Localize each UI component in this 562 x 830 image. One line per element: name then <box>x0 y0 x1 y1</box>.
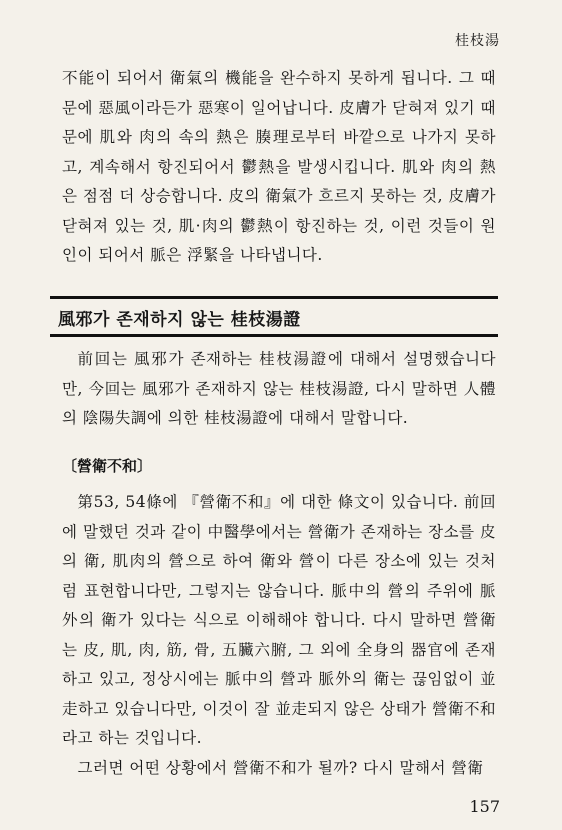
running-header: 桂枝湯 <box>455 33 500 49</box>
page-number: 157 <box>469 797 500 816</box>
subheading: 〔營衛不和〕 <box>62 457 153 475</box>
paragraph-4: 그러면 어떤 상황에서 營衛不和가 될까? 다시 말해서 營衛 <box>77 758 484 777</box>
paragraph-3: 第53, 54條에 『營衛不和』에 대한 條文이 있습니다. 前回에 말했던 것과 같이 中醫學에서는 營衛가 존재하는 장소를 皮의 衛, 肌肉의 營으로 하여 衛와 營이 다른 장소에 있는 것처럼 표현합니다만, 그렇지는 않습니다. 脈中의 營의 주위에 脈外의 衛가 있다는 식으로 이해해야 합니다. 다시 말하면 營衛는 皮, 肌, 肉, 筋, 骨, 五臟六腑, 그 외에 全身의 器官에 존재하고 있고, 정상시에는 脈中의 營과 脈外의 衛는 끊임없이 並走하고 있습니다만, 이것이 잘 並走되지 않은 상태가 營衛不和라고 하는 것입니다. <box>62 493 496 747</box>
section-intro <box>62 345 496 434</box>
paragraph-continuation <box>62 64 496 271</box>
paragraph-2: 前回는 風邪가 존재하는 桂枝湯證에 대해서 설명했습니다만, 今回는 風邪가 존재하지 않는 桂枝湯證, 다시 말하면 人體의 陰陽失調에 의한 桂枝湯證에 대해서 말합니다. <box>62 350 496 427</box>
section-heading: 風邪가 존재하지 않는 桂枝湯證 <box>50 296 498 337</box>
paragraph-1: 不能이 되어서 衛氣의 機能을 완수하지 못하게 됩니다. 그 때문에 惡風이라든가 惡寒이 일어납니다. 皮膚가 닫혀져 있기 때문에 肌와 肉의 속의 熱은 腠理로부터 바깥으로 나가지 못하고, 계속해서 항진되어서 鬱熱을 발생시킵니다. 肌와 肉의 熱은 점점 더 상승합니다. 皮의 衛氣가 흐르지 못하는 것, 皮膚가 닫혀져 있는 것, 肌·肉의 鬱熱이 항진하는 것, 이런 것들이 원인이 되어서 脈은 浮緊을 나타냅니다. <box>62 69 496 264</box>
section-body <box>62 488 496 783</box>
